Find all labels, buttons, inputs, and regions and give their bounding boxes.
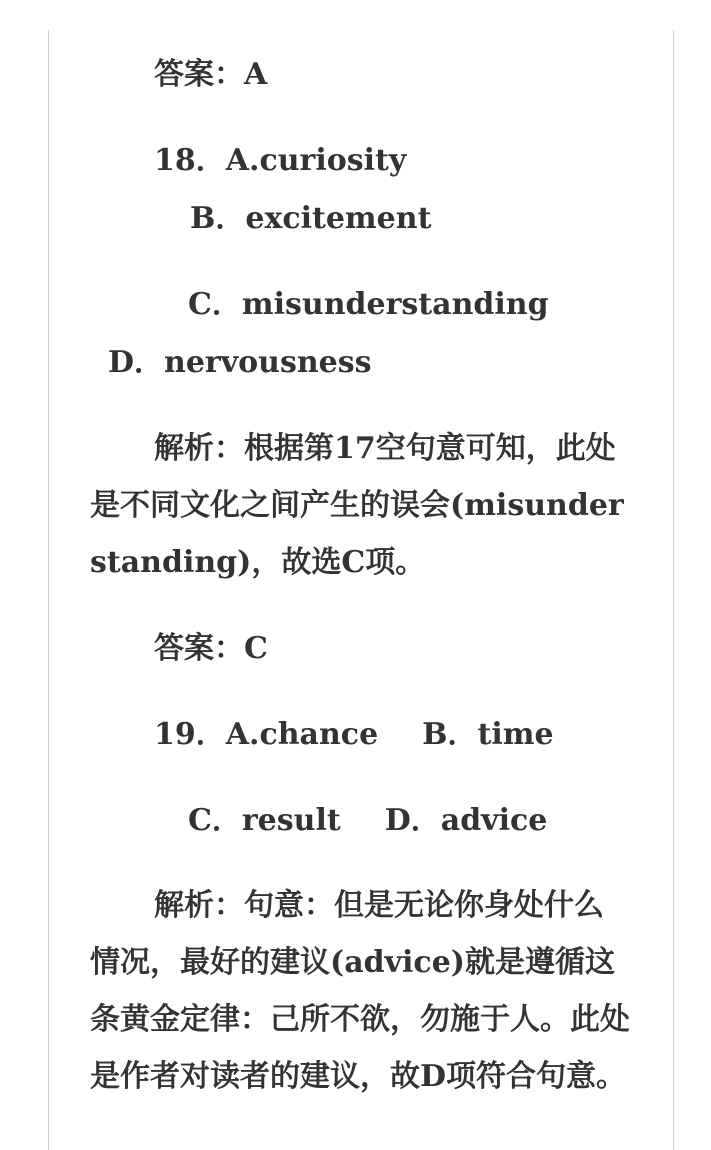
question-19-option-b: B．time <box>422 717 554 752</box>
question-19-row-1 <box>154 717 554 753</box>
question-19-row-2 <box>188 803 547 839</box>
question-18-option-c: C．misunderstanding <box>188 287 549 322</box>
question-19-option-c: C．result <box>188 803 341 838</box>
question-19-stem: 19．A.chance <box>154 717 379 752</box>
answer-18: 答案：C <box>154 631 268 666</box>
question-18-option-d: D．nervousness <box>108 345 372 380</box>
answer-17: 答案：A <box>154 57 268 92</box>
analysis-19: 解析：句意：但是无论你身处什么情况，最好的建议(advice)就是遵循这条黄金定律：己所不欲，勿施于人。此处是作者对读者的建议，故D项符合句意。 <box>90 888 630 1094</box>
question-18-option-b: B．excitement <box>190 201 432 236</box>
question-18-stem: 18．A.curiosity <box>154 143 407 178</box>
question-19-option-d: D．advice <box>384 803 548 838</box>
analysis-18: 解析：根据第17空句意可知，此处是不同文化之间产生的误会(misunderstanding)，故选C项。 <box>90 431 624 580</box>
